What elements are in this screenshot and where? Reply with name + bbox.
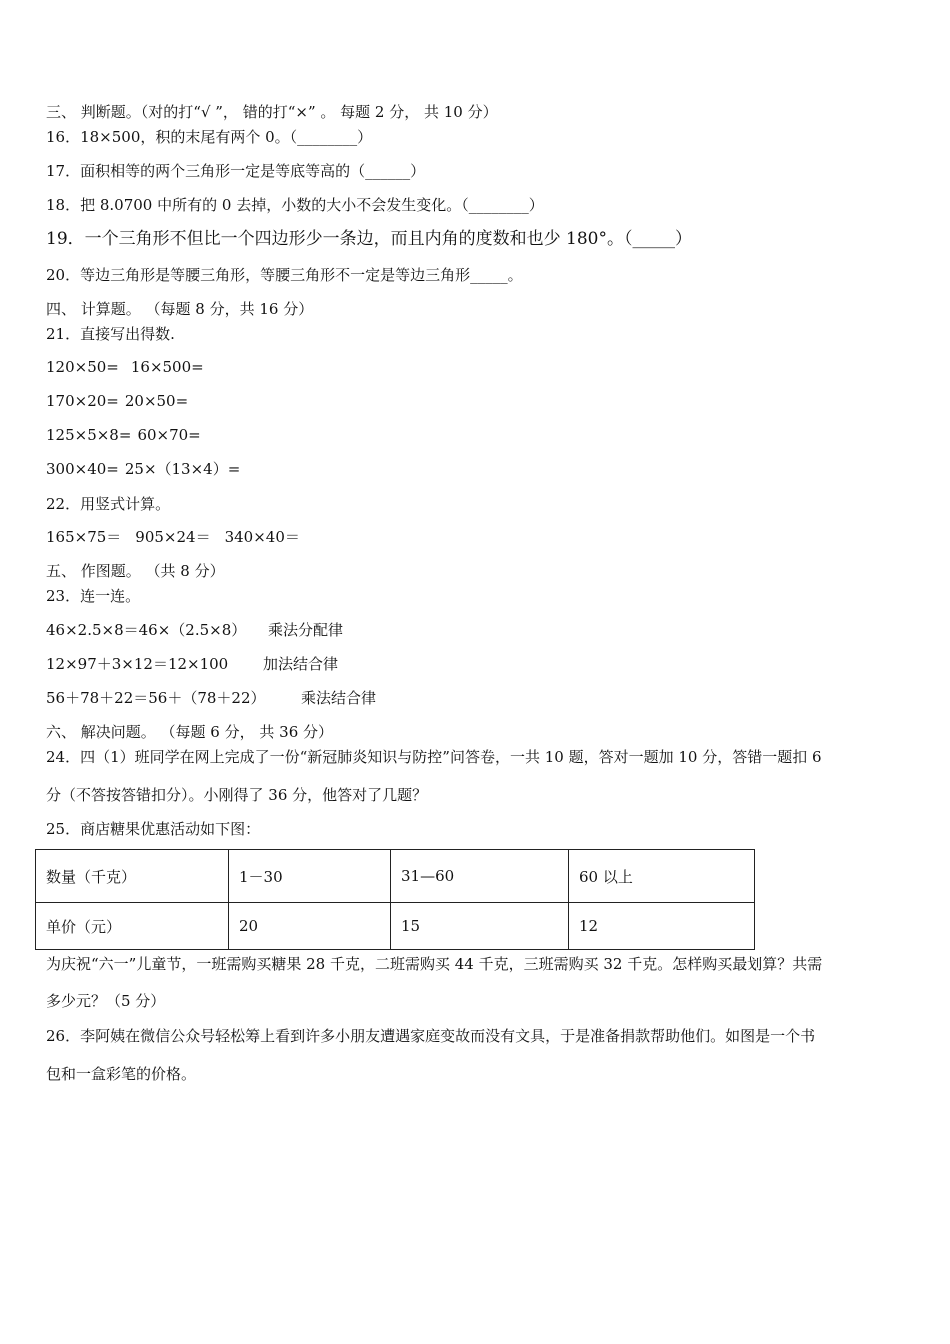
calc-item: 300×40= xyxy=(46,460,119,478)
question-24-line1: 24．四（1）班同学在网上完成了一份“新冠肺炎知识与防控”问答卷，一共 10 题，答对一题加 10 分，答错一题扣 6 xyxy=(46,748,822,766)
match-row xyxy=(46,620,344,640)
question-25-stem: 25．商店糖果优惠活动如下图： xyxy=(46,820,261,838)
match-row xyxy=(46,654,339,674)
calc-row xyxy=(46,391,188,411)
calc-item: 20×50= xyxy=(124,392,189,410)
question-17: 17．面积相等的两个三角形一定是等底等高的（______） xyxy=(46,162,426,180)
question-21-stem: 21．直接写出得数. xyxy=(46,325,175,343)
question-19: 19．一个三角形不但比一个四边形少一条边，而且内角的度数和也少 180°。（_____） xyxy=(46,229,692,249)
calc-item: 120×50= xyxy=(46,358,119,376)
calc-item: 16×500= xyxy=(130,358,204,376)
table-cell: 数量（千克） xyxy=(36,850,229,903)
match-law: 加法结合律 xyxy=(263,655,339,673)
calc-item: 340×40＝ xyxy=(224,528,300,546)
calc-row xyxy=(46,357,204,377)
vertical-calc-row xyxy=(46,527,300,547)
match-law: 乘法分配律 xyxy=(268,621,344,639)
calc-item: 125×5×8= xyxy=(46,426,132,444)
question-23-stem: 23．连一连。 xyxy=(46,587,141,605)
section-5-heading: 五、 作图题。 （共 8 分） xyxy=(46,562,225,580)
price-table xyxy=(35,849,755,950)
table-row xyxy=(36,850,755,903)
match-expression: 12×97＋3×12＝12×100 xyxy=(46,655,229,673)
question-26-line2: 包和一盒彩笔的价格。 xyxy=(46,1065,197,1083)
section-4-heading: 四、 计算题。 （每题 8 分，共 16 分） xyxy=(46,300,314,318)
calc-item: 165×75＝ xyxy=(46,528,122,546)
table-cell: 60 以上 xyxy=(569,850,755,903)
match-row xyxy=(46,688,377,708)
section-6-heading: 六、 解决问题。 （每题 6 分， 共 36 分） xyxy=(46,723,334,741)
table-cell: 31—60 xyxy=(391,850,569,903)
calc-item: 25×（13×4）= xyxy=(124,460,241,478)
calc-row xyxy=(46,425,201,445)
question-24-line2: 分（不答按答错扣分）。小刚得了 36 分，他答对了几题？ xyxy=(46,786,428,804)
question-25-line2: 多少元？（5 分） xyxy=(46,992,166,1010)
table-cell: 12 xyxy=(569,903,755,950)
question-26-line1: 26．李阿姨在微信公众号轻松筹上看到许多小朋友遭遇家庭变故而没有文具，于是准备捐款帮助他们。如图是一个书 xyxy=(46,1027,816,1045)
question-16: 16．18×500，积的末尾有两个 0。（________） xyxy=(46,128,373,146)
section-3-heading: 三、 判断题。（对的打“√ ”， 错的打“×” 。 每题 2 分， 共 10 分） xyxy=(46,103,498,121)
calc-item: 60×70= xyxy=(137,426,201,444)
table-cell: 1－30 xyxy=(229,850,391,903)
calc-item: 170×20= xyxy=(46,392,119,410)
table-cell: 20 xyxy=(229,903,391,950)
table-cell: 15 xyxy=(391,903,569,950)
question-20: 20．等边三角形是等腰三角形，等腰三角形不一定是等边三角形_____。 xyxy=(46,266,523,284)
table-row xyxy=(36,903,755,950)
question-25-line1: 为庆祝“六一”儿童节，一班需购买糖果 28 千克，二班需购买 44 千克，三班需购买 32 千克。怎样购买最划算？共需 xyxy=(46,955,823,973)
match-expression: 46×2.5×8＝46×（2.5×8） xyxy=(46,621,247,639)
calc-item: 905×24＝ xyxy=(135,528,211,546)
match-law: 乘法结合律 xyxy=(301,689,377,707)
match-expression: 56＋78＋22＝56＋（78＋22） xyxy=(46,689,266,707)
question-22-stem: 22．用竖式计算。 xyxy=(46,495,171,513)
calc-row xyxy=(46,459,240,479)
table-cell: 单价（元） xyxy=(36,903,229,950)
question-18: 18．把 8.0700 中所有的 0 去掉，小数的大小不会发生变化。（________） xyxy=(46,196,544,214)
